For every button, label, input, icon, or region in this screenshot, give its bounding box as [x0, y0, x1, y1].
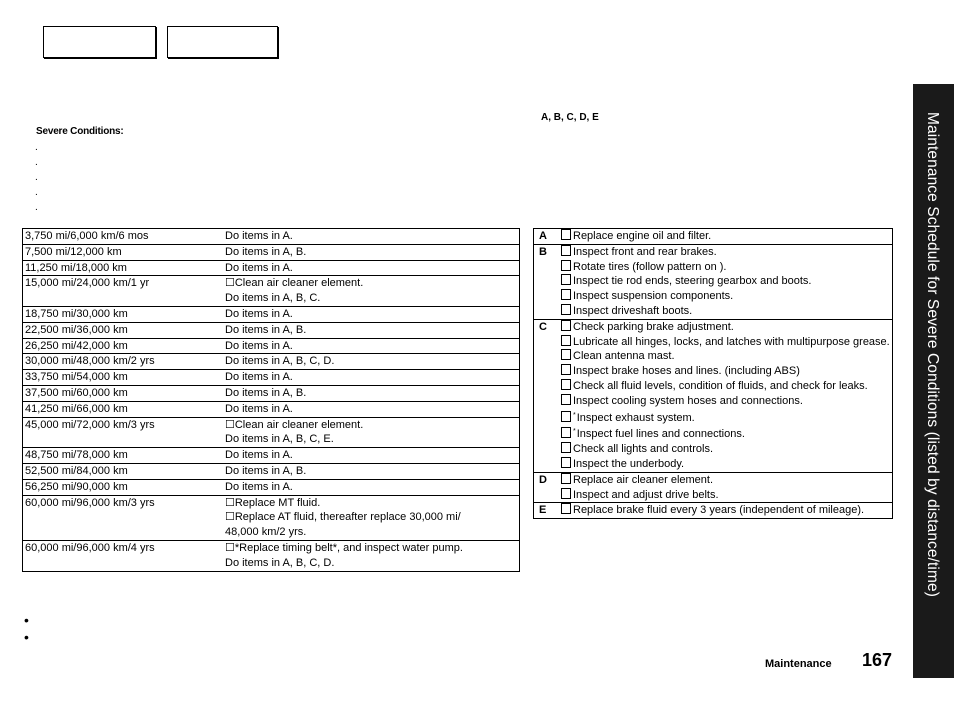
- schedule-task: ☐Clean air cleaner element.: [225, 277, 364, 290]
- table-row: [23, 306, 520, 322]
- service-item-text: Replace brake fluid every 3 years (independent of mileage).: [573, 504, 865, 517]
- section-sidebar: [913, 84, 954, 678]
- schedule-task: Do items in A.: [225, 371, 293, 384]
- service-letters-heading: A, B, C, D, E: [541, 112, 599, 123]
- bullet: .: [35, 187, 38, 198]
- service-group-items: [561, 503, 893, 519]
- schedule-task: ☐Replace AT fluid, thereafter replace 30,000 mi/: [225, 511, 461, 524]
- checkbox-icon: [561, 488, 571, 499]
- footer-section-label: Maintenance: [765, 658, 832, 670]
- service-group-c: [534, 319, 893, 472]
- service-group-a: [534, 229, 893, 245]
- schedule-task: Do items in A.: [225, 449, 293, 462]
- bullet: .: [35, 202, 38, 213]
- list-item: [561, 379, 892, 394]
- service-item-text: Inspect driveshaft boots.: [573, 304, 693, 317]
- checkbox-icon: [561, 320, 571, 331]
- schedule-tasks: [223, 338, 520, 354]
- schedule-task: ☐*Replace timing belt*, and inspect water pump.: [225, 541, 463, 554]
- schedule-tasks: [223, 540, 520, 571]
- schedule-distance: 60,000 mi/96,000 km/3 yrs: [25, 496, 155, 509]
- list-item: [561, 425, 892, 442]
- page-number: 167: [862, 650, 893, 670]
- service-group-items: [561, 319, 893, 472]
- list-item: [561, 320, 892, 335]
- checkbox-icon: [561, 260, 571, 271]
- checkbox-icon: [561, 394, 571, 405]
- checkbox-icon: [561, 379, 571, 390]
- schedule-tasks: [223, 322, 520, 338]
- schedule-distance: 45,000 mi/72,000 km/3 yrs: [25, 418, 155, 431]
- table-row: [23, 463, 520, 479]
- checkbox-icon: [561, 473, 571, 484]
- schedule-tasks: [223, 260, 520, 276]
- schedule-task: Do items in A, B, C, D.: [225, 355, 335, 368]
- service-item-text: Replace air cleaner element.: [573, 473, 714, 486]
- list-item: [561, 457, 892, 472]
- bullet: •: [24, 629, 29, 645]
- table-row: [23, 229, 520, 245]
- service-group-letter: D: [539, 473, 547, 486]
- service-items-table: [533, 228, 893, 519]
- schedule-distance: 52,500 mi/84,000 km: [25, 464, 128, 477]
- schedule-tasks: [223, 229, 520, 245]
- bullet: .: [35, 157, 38, 168]
- schedule-distance: 37,500 mi/60,000 km: [25, 386, 128, 399]
- schedule-task: Do items in A, B, C, D.: [225, 556, 335, 569]
- schedule-task: 48,000 km/2 yrs.: [225, 526, 307, 539]
- asterisk-icon: *: [573, 428, 576, 436]
- schedule-tasks: [223, 448, 520, 464]
- service-group-items: [561, 229, 893, 245]
- schedule-distance: 11,250 mi/18,000 km: [25, 261, 127, 274]
- asterisk-icon: *: [573, 411, 576, 419]
- service-group-e: [534, 503, 893, 519]
- service-item-text: Inspect brake hoses and lines. (including ABS): [573, 365, 800, 378]
- service-item-text: Check all fluid levels, condition of fluids, and check for leaks.: [573, 379, 868, 392]
- list-item: [561, 349, 892, 364]
- table-row: [23, 338, 520, 354]
- schedule-tasks: [223, 354, 520, 370]
- schedule-distance: 18,750 mi/30,000 km: [25, 307, 128, 320]
- schedule-tasks: [223, 417, 520, 448]
- schedule-distance: 22,500 mi/36,000 km: [25, 323, 128, 336]
- table-row: [23, 385, 520, 401]
- checkbox-icon: [561, 411, 571, 422]
- schedule-distance: 26,250 mi/42,000 km: [25, 339, 128, 352]
- schedule-task: Do items in A, B.: [225, 386, 307, 399]
- service-item-text: Replace engine oil and filter.: [573, 230, 712, 242]
- list-item: [561, 364, 892, 379]
- table-row: [23, 354, 520, 370]
- table-row: [23, 540, 520, 571]
- schedule-tasks: [223, 495, 520, 540]
- schedule-task: Do items in A, B, C.: [225, 292, 321, 305]
- schedule-distance: 56,250 mi/90,000 km: [25, 480, 128, 493]
- schedule-task: ☐Replace MT fluid.: [225, 496, 321, 509]
- service-item-text: Check parking brake adjustment.: [573, 320, 734, 333]
- schedule-distance: 3,750 mi/6,000 km/6 mos: [25, 230, 149, 242]
- service-group-items: [561, 244, 893, 319]
- list-item: [561, 304, 892, 319]
- table-row: [23, 448, 520, 464]
- service-item-text: Lubricate all hinges, locks, and latches with multipurpose grease.: [573, 335, 890, 348]
- schedule-distance: 41,250 mi/66,000 km: [25, 402, 128, 415]
- list-item: [561, 409, 892, 426]
- schedule-tasks: [223, 463, 520, 479]
- table-row: [23, 401, 520, 417]
- service-item-text: Rotate tires (follow pattern on ).: [573, 260, 727, 273]
- schedule-tasks: [223, 370, 520, 386]
- list-item: [561, 245, 892, 260]
- service-item-text: Clean antenna mast.: [573, 350, 675, 363]
- service-group-items: [561, 472, 893, 503]
- bullet: .: [35, 142, 38, 153]
- service-item-text: Inspect front and rear brakes.: [573, 245, 717, 258]
- schedule-table: [22, 228, 520, 572]
- service-item-text: Inspect exhaust system.: [576, 411, 695, 424]
- service-group-letter: C: [539, 320, 547, 333]
- bullet: •: [24, 612, 29, 628]
- checkbox-icon: [561, 289, 571, 300]
- service-group-d: [534, 472, 893, 503]
- list-item: [561, 442, 892, 457]
- checkbox-icon: [561, 335, 571, 346]
- table-row: [23, 244, 520, 260]
- schedule-task: Do items in A.: [225, 261, 293, 274]
- checkbox-icon: [561, 245, 571, 256]
- table-row: [23, 276, 520, 307]
- list-item: [561, 335, 892, 350]
- footnote-bullets: [24, 612, 29, 646]
- service-item-text: Inspect fuel lines and connections.: [576, 428, 745, 441]
- schedule-distance: 15,000 mi/24,000 km/1 yr: [25, 277, 150, 290]
- table-row: [23, 495, 520, 540]
- service-group-letter: E: [539, 504, 547, 517]
- schedule-task: Do items in A.: [225, 230, 293, 242]
- list-item: [561, 394, 892, 409]
- schedule-distance: 30,000 mi/48,000 km/2 yrs: [25, 355, 155, 368]
- schedule-distance: 48,750 mi/78,000 km: [25, 449, 128, 462]
- schedule-tasks: [223, 244, 520, 260]
- service-item-text: Inspect and adjust drive belts.: [573, 488, 719, 501]
- schedule-task: Do items in A, B, C, E.: [225, 433, 334, 446]
- table-row: [23, 417, 520, 448]
- service-item-text: Inspect tie rod ends, steering gearbox and boots.: [573, 275, 812, 288]
- severe-conditions-bullets: [35, 140, 38, 215]
- list-item: [561, 274, 892, 289]
- severe-conditions-heading: Severe Conditions:: [36, 126, 124, 137]
- sidebar-title: Maintenance Schedule for Severe Conditions (listed by distance/time): [924, 112, 941, 597]
- service-item-text: Check all lights and controls.: [573, 443, 714, 456]
- schedule-task: Do items in A.: [225, 402, 293, 415]
- checkbox-icon: [561, 503, 571, 514]
- schedule-task: Do items in A.: [225, 480, 293, 493]
- schedule-tasks: [223, 276, 520, 307]
- list-item: [561, 289, 892, 304]
- schedule-tasks: [223, 479, 520, 495]
- schedule-distance: 7,500 mi/12,000 km: [25, 245, 122, 258]
- service-item-text: Inspect cooling system hoses and connections.: [573, 394, 803, 407]
- schedule-tasks: [223, 401, 520, 417]
- list-item: [561, 260, 892, 275]
- service-group-letter: A: [539, 230, 547, 242]
- service-group-b: [534, 244, 893, 319]
- list-item: [561, 229, 892, 244]
- list-item: [561, 488, 892, 503]
- table-row: [23, 260, 520, 276]
- schedule-task: Do items in A, B.: [225, 323, 307, 336]
- checkbox-icon: [561, 304, 571, 315]
- checkbox-icon: [561, 274, 571, 285]
- table-row: [23, 479, 520, 495]
- schedule-task: ☐Clean air cleaner element.: [225, 418, 364, 431]
- list-item: [561, 473, 892, 488]
- checkbox-icon: [561, 229, 571, 240]
- bullet: .: [35, 172, 38, 183]
- checkbox-icon: [561, 442, 571, 453]
- schedule-task: Do items in A, B.: [225, 464, 307, 477]
- checkbox-icon: [561, 349, 571, 360]
- service-item-text: Inspect suspension components.: [573, 290, 734, 303]
- schedule-distance: 60,000 mi/96,000 km/4 yrs: [25, 541, 155, 554]
- checkbox-icon: [561, 457, 571, 468]
- service-group-letter: B: [539, 245, 547, 258]
- table-row: [23, 370, 520, 386]
- checkbox-icon: [561, 427, 571, 438]
- checkbox-icon: [561, 364, 571, 375]
- schedule-distance: 33,750 mi/54,000 km: [25, 371, 128, 384]
- schedule-task: Do items in A.: [225, 339, 293, 352]
- tab-box-left: [43, 26, 156, 58]
- table-row: [23, 322, 520, 338]
- schedule-tasks: [223, 306, 520, 322]
- service-item-text: Inspect the underbody.: [573, 457, 685, 470]
- schedule-tasks: [223, 385, 520, 401]
- schedule-task: Do items in A, B.: [225, 245, 307, 258]
- list-item: [561, 503, 892, 518]
- tab-box-right: [167, 26, 278, 58]
- schedule-task: Do items in A.: [225, 307, 293, 320]
